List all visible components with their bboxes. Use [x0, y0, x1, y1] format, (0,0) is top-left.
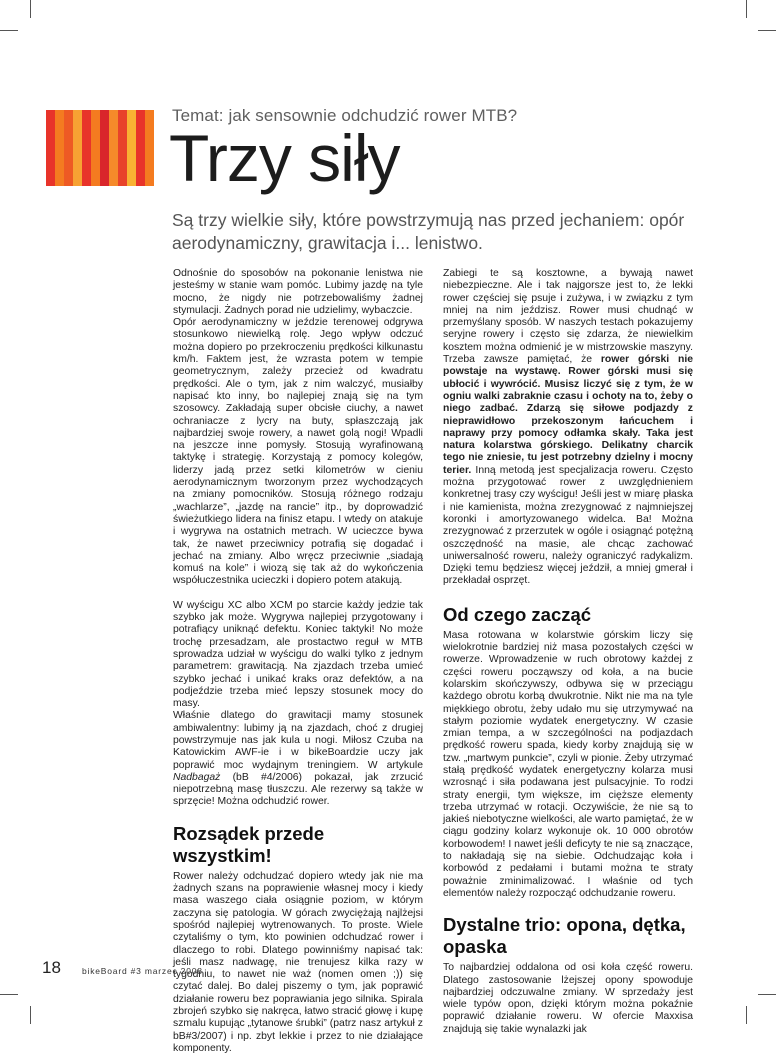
stripe [100, 110, 109, 186]
stripe [136, 110, 145, 186]
paragraph: Masa rotowana w kolarstwie górskim liczy się wielokrotnie bardziej niż masa pozostałych części w rowerze. Wprowadzenie w ruch obrotowy każdej z części roweru począwszy od koła, a na bucie kolarskim skończywszy, odbywa się w przeciągu każdego obrotu korbą dwukrotnie. Nikt nie ma na tyle miękkiego obrotu, żeby udało mu się utrzymywać na stałym poziomie wydatek energetyczny. W czasie zmian tempa, a w szczególności na podjazdach prędkość roweru spada, kiedy korby znajdują się w tzw. „martwym punkcie”, czyli w pionie. Żeby utrzymać stałą prędkość wydatek energetyczny kolarza musi wzrosnąć i siła podawana jest pulsacyjnie. To rodzi straty energii, tym większe, im cięższe elementy trzeba utrzymać w rotacji. Oczywiście, że nie są to jakieś niebotyczne wielkości, ale warto pamiętać, że w ciągu godziny kolarz wykonuje ok. 10 000 obrotów korbowodem! I nawet jeśli deficyty te nie są znaczące, to nakładają się na siebie. Odchudzając koła i korbowód z pedałami i butami można te straty poważnie zminimalizować. I właśnie od tych elementów należy rozpocząć odchudzanie roweru. [443, 629, 693, 899]
stripe [118, 110, 127, 186]
article-kicker: Temat: jak sensownie odchudzić rower MTB? [172, 106, 518, 125]
paragraph-text: (bB #4/2006) pokazał, jak zrzucić niepotrzebną masę tłuszczu. Ale rezerwy są także w sprzęcie! Można odchudzić rower. [173, 771, 423, 808]
stripe [109, 110, 118, 186]
stripe [82, 110, 91, 186]
article-lead: Są trzy wielkie siły, które powstrzymują nas przed jechaniem: opór aerodynamiczny, grawitacja i... lenistwo. [172, 210, 685, 253]
crop-mark [746, 1006, 747, 1024]
paragraph: To najbardziej oddalona od osi koła część roweru. Dlatego zastosowanie lżejszej opony spowoduje najbardziej odczuwalne zmiany. W sprzedaży jest wiele typów opon, dzięki którym można pokaźnie poprawić działanie roweru. W ofercie Maxxisa znajdują się takie wynalazki jak [443, 962, 693, 1035]
stripe [73, 110, 82, 186]
crop-mark [30, 0, 31, 18]
emphasis-text: rower górski nie powstaje na wystawę. Rower górski musi się ubłocić i wywrócić. Musisz liczyć się z tym, że w ogniu walki zabraknie czasu i ochoty na to, żeby o niego zadbać. Zdarzą się siłowe podjazdy z nieprawidłowo przekoszonym łańcuchem i naprawy przy pomocy odłamka skały. Taka jest natura kolarstwa górskiego. Delikatny charcik tego nie zniesie, tu jest potrzebny dzielny i mocny terier. [443, 354, 694, 476]
section-heading: Rozsądek przede wszystkim! [173, 822, 325, 866]
crop-mark [758, 30, 776, 31]
paragraph [443, 268, 693, 588]
crop-mark [758, 994, 776, 995]
paragraph: Odnośnie do sposobów na pokonanie lenistwa nie jesteśmy w stanie wam pomóc. Lubimy jazdę na tyle mocno, że nigdy nie potrzebowaliśmy żadnej stymulacji. Żadnych porad nie udzielimy, wybaczcie. [173, 268, 423, 316]
crop-mark [746, 0, 747, 18]
issue-label: bikeBoard #3 marzec 2008 [82, 966, 203, 976]
paragraph: W wyścigu XC albo XCM po starcie każdy jedzie tak szybko jak może. Wygrywa najlepiej przygotowany i potrafiący uniknąć defektu. Koniec taktyki! No może trochę przesadzam, ale prostactwo reguł w MTB sprowadza udział w wyścigu do walki tylko z jednym parametrem: grawitacją. Na zjazdach trzeba umieć szybko jechać i unikać kraks oraz defektów, a na podjeździe trzeba mieć lepszy stosunek mocy do masy. [173, 599, 423, 710]
stripe-graphic [46, 110, 154, 186]
crop-mark [30, 1006, 31, 1024]
stripe [46, 110, 55, 186]
article-title: Trzy siły [169, 121, 400, 195]
text-column-right [443, 268, 693, 1036]
paragraph: Opór aerodynamiczny w jeździe terenowej odgrywa stosunkowo niewielką rolę. Jego wpływ odczuć można dopiero po przekroczeniu prędkości kilkunastu km/h. Faktem jest, że wzrasta potem w tempie geometrycznym, zależy przecież od kwadratu prędkości. Ale o tym, jak z nim walczyć, musiałby napisać kto inny, bo najlepiej znają się na tym szosowcy. Zakładają super obcisłe ciuchy, a nawet ochraniacze z lycry na buty, spłaszczają jak najbardziej swoje rowery, a nawet golą nogi! Wpadli na jeszcze inne pomysły. Stosują wyrafinowaną taktykę i strategię. Korzystają z pomocy kolegów, liderzy jadą przez setki kilometrów w cieniu aerodynamicznym tworzonym przez wychodzących na zmiany pomocników. Stosują różnego rodzaju „wachlarze”, „jazdę na rancie” itp., by doprowadzić świeżutkiego lidera na finisz etapu. I wtedy on atakuje i wygrywa na ostatnich metrach. W ucieczce bywa tak, że nawet przeciwnicy potrafią się dogadać i jechać na zmiany. Albo wręcz przeciwnie „siadają komuś na kole” i wiozą się tak aż do wykończenia współuczestnika ucieczki i dopiero potem atakują. [173, 317, 423, 587]
crop-mark [0, 30, 18, 31]
stripe [145, 110, 154, 186]
section-heading: Od czego zacząć [443, 603, 592, 625]
section-heading: Dystalne trio: opona, dętka, opaska [443, 914, 686, 958]
paragraph-text: Właśnie dlatego do grawitacji mamy stosunek ambiwalentny: lubimy ją na zjazdach, choć z drugiej powstrzymuje nas jak kula u nogi. Miłosz Czuba na Katowickim AWF-ie i w bikeBoardzie uczy jak poprawić moc wydajnym treningiem. W artykule [173, 710, 423, 771]
paragraph-text: Inną metodą jest specjalizacja roweru. Często można przygotować rower z uwzględnieniem konkretnej trasy czy wyścigu! Jeśli jest w miarę płaska i nie kamienista, można zrezygnować z najmniejszej koronki i amortyzowanego widelca. Ba! Można zrezygnować z przerzutek w ogóle i osiągnąć potężną oszczędność na masie, ale chcąc zachować uniwersalność roweru, należy ograniczyć radykalizm. Dzięki temu będziesz więcej jeździł, a mniej gmerał i przekładał osprzęt. [443, 464, 693, 587]
stripe [64, 110, 73, 186]
page-number: 18 [42, 958, 61, 977]
paragraph-text: Zabiegi te są kosztowne, a bywają nawet niebezpieczne. Ale i tak najgorsze jest to, że lekki rower częściej się psuje i zużywa, i w związku z tym mniej na nim jeździsz. Rower musi chudnąć w przemyślany sposób. W naszych testach pokazujemy seryjne rowery i często się zdarza, że niewielkim kosztem można odmienić je w mistrzowskie maszyny. Trzeba zawsze pamiętać, że [443, 268, 693, 366]
paragraph [173, 710, 423, 808]
crop-mark [0, 994, 18, 995]
stripe [91, 110, 100, 186]
paragraph: Rower należy odchudzać dopiero wtedy jak nie ma żadnych szans na poprawienie własnej mocy i kiedy masa waszego ciała osiągnie poziom, w którym zaczyna się patologia. W górach zwyciężają najlżejsi spośród najlepiej wytrenowanych. To proste. Wiele czytaliśmy o tym, kto powinien odchudzać rower i dlaczego to robi. Dlatego powinniśmy napisać tak: jeśli masz nadwagę, nie trenujesz kilka razy w tygodniu, to nawet nie waż (nomen omen ;)) się czytać dalej. Bo dalej piszemy o tym, jak poprawić działanie roweru bez poprawiania jego silnika. Spirala zbrojeń szybko się nakręca, łatwo stracić głowę i kupę szmalu kupując „tytanowe śrubki” (patrz nasz artykuł z bB#3/2007) i np. zbyt lekkie i przez to nie działające komponenty. [173, 870, 423, 1054]
stripe [55, 110, 64, 186]
stripe [127, 110, 136, 186]
text-column-left [173, 268, 423, 1055]
article-reference: Nadbagaż [173, 771, 221, 783]
